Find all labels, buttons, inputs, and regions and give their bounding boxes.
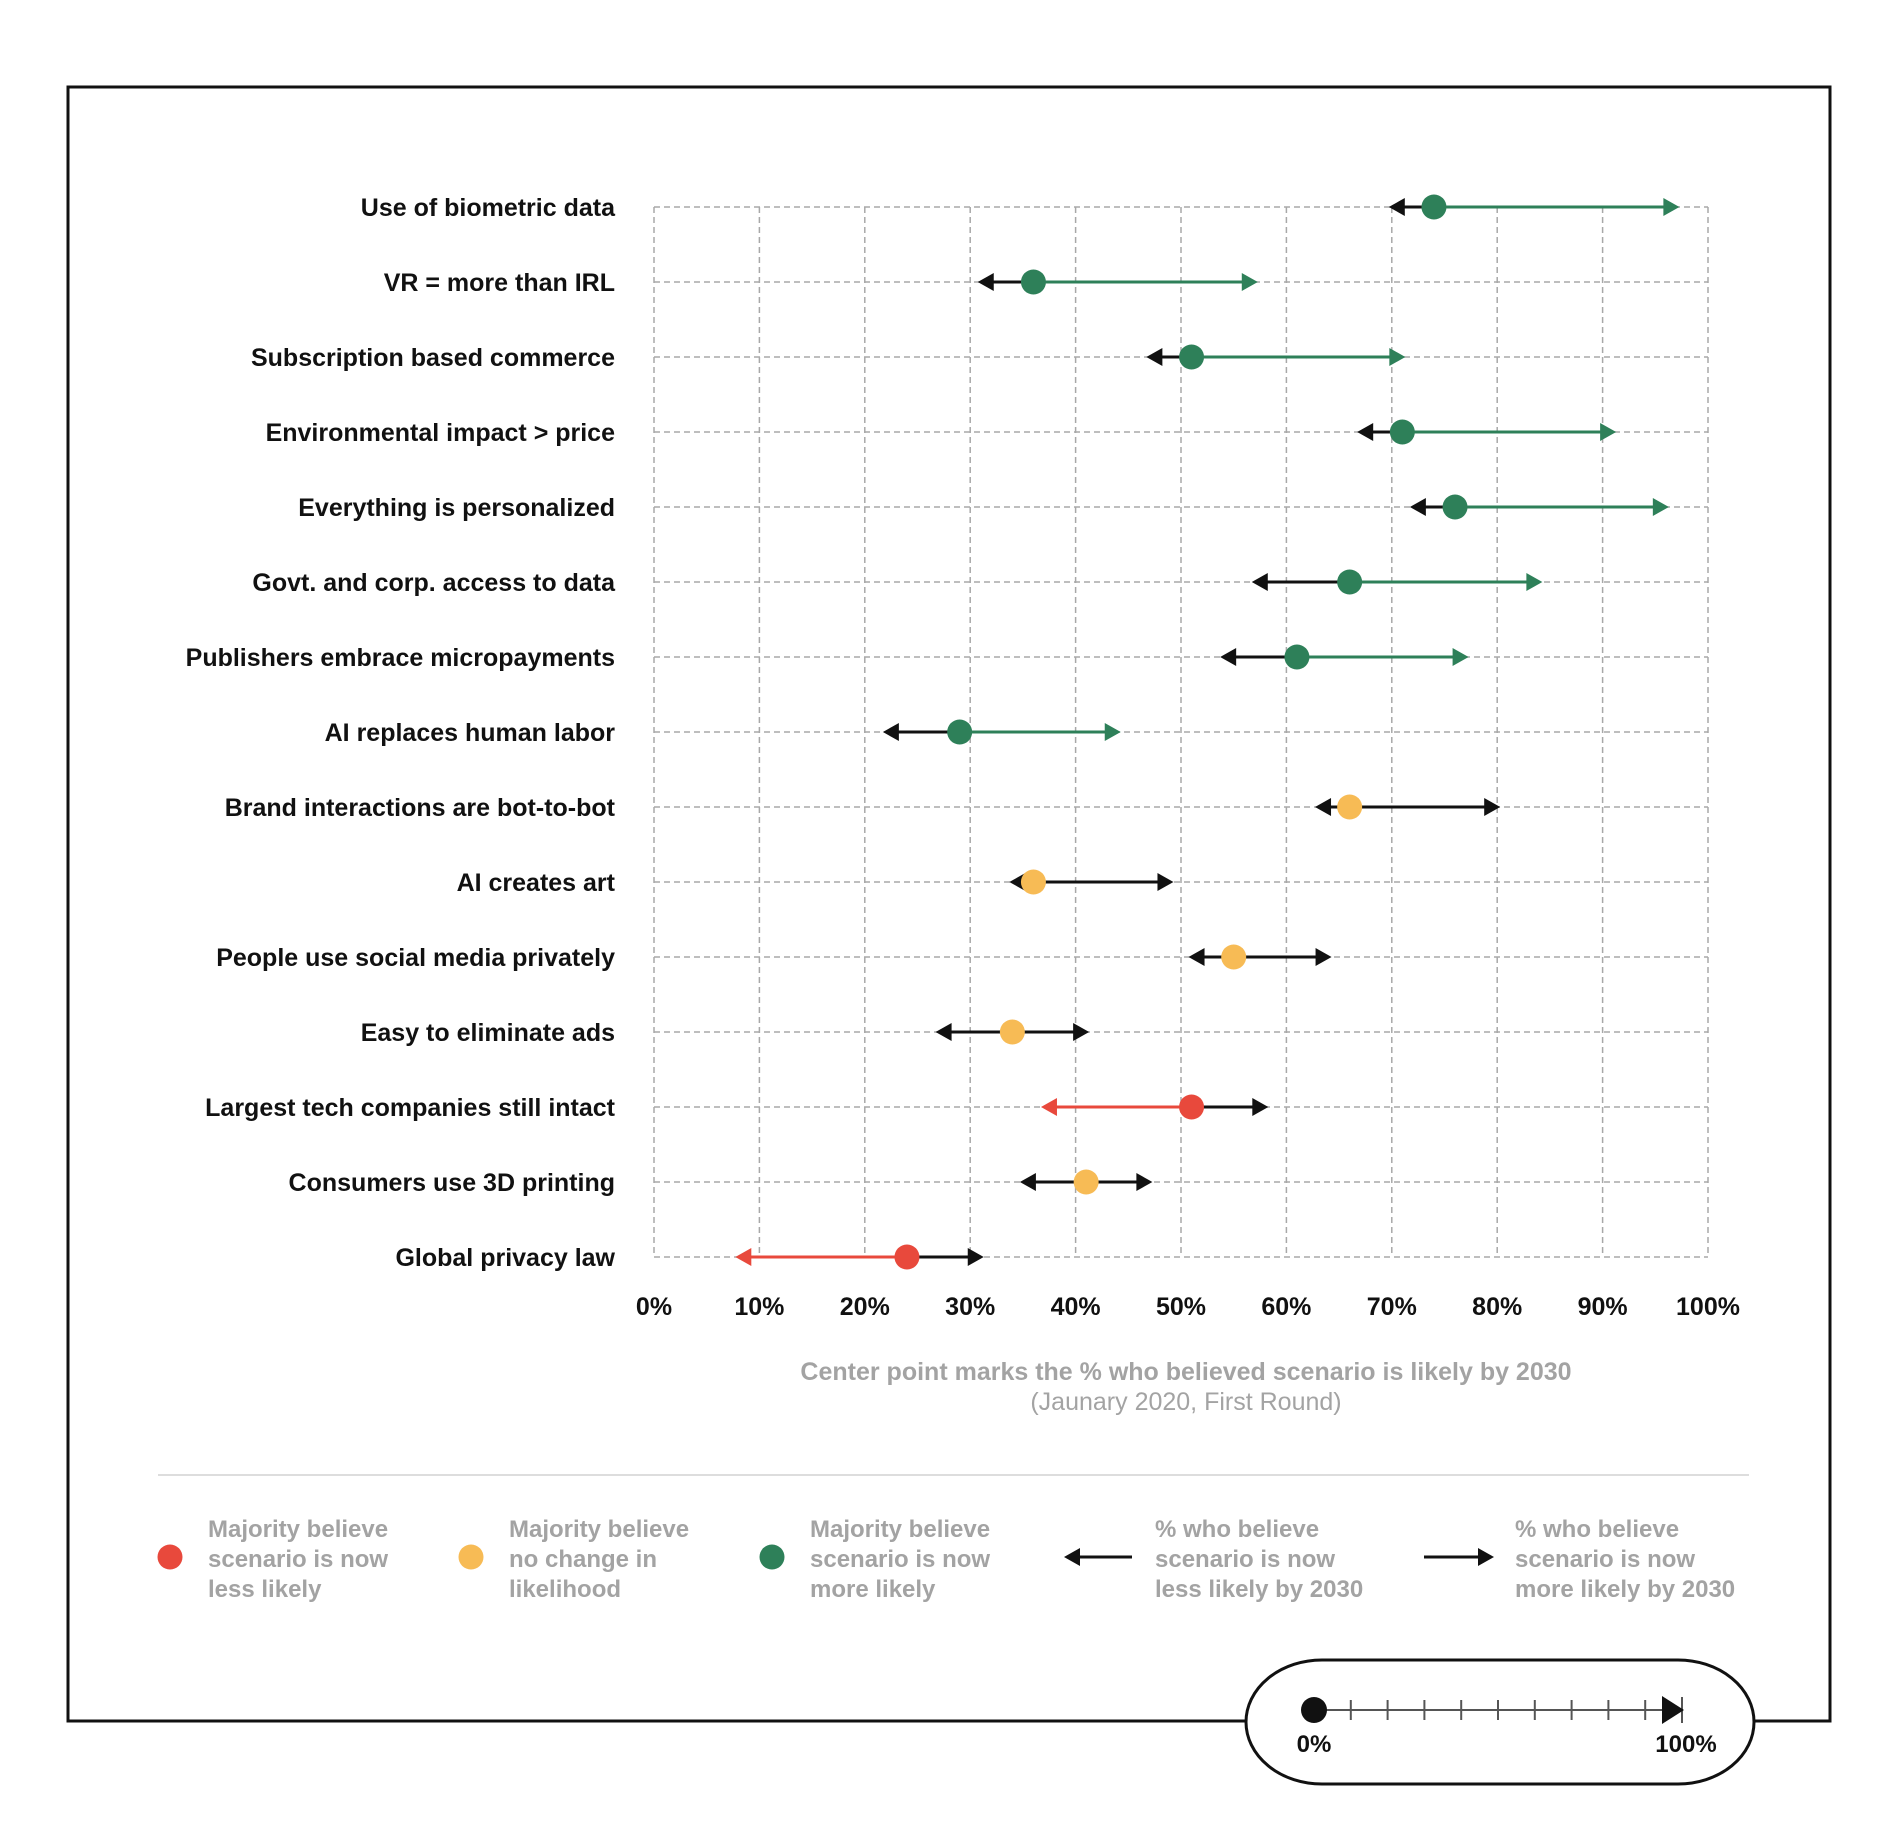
center-point bbox=[1390, 420, 1415, 445]
x-tick-label: 60% bbox=[1261, 1293, 1312, 1321]
row-label: AI creates art bbox=[456, 869, 615, 897]
less-likely-arrowhead bbox=[1146, 348, 1162, 366]
x-tick-label: 50% bbox=[1155, 1293, 1207, 1321]
more-likely-arrowhead bbox=[1663, 198, 1679, 216]
legend-text: less likely by 2030 bbox=[1155, 1576, 1364, 1603]
row-labels bbox=[186, 194, 616, 1272]
row-label: Consumers use 3D printing bbox=[288, 1169, 615, 1197]
row-label: Govt. and corp. access to data bbox=[252, 569, 615, 597]
less-likely-arrowhead bbox=[1315, 798, 1331, 816]
legend-text: Majority believe bbox=[810, 1516, 991, 1543]
row-label: People use social media privately bbox=[216, 944, 615, 972]
legend-text: less likely bbox=[208, 1576, 322, 1603]
legend-text: scenario is now bbox=[1515, 1546, 1696, 1573]
row-label: Use of biometric data bbox=[360, 194, 615, 222]
legend-text: scenario is now bbox=[810, 1546, 991, 1573]
less-likely-arrowhead bbox=[1020, 1173, 1036, 1191]
scale-key-pill bbox=[1246, 1660, 1754, 1784]
chart-grid bbox=[654, 207, 1708, 1257]
legend-text: Majority believe bbox=[208, 1516, 389, 1543]
center-point bbox=[1000, 1020, 1025, 1045]
less-likely-arrowhead bbox=[1410, 498, 1426, 516]
less-likely-arrowhead bbox=[1041, 1098, 1057, 1116]
more-likely-arrowhead bbox=[1252, 1098, 1268, 1116]
legend-arrow-left-head bbox=[1064, 1548, 1080, 1566]
legend-text: scenario is now bbox=[208, 1546, 389, 1573]
legend-text: no change in bbox=[509, 1546, 658, 1573]
center-point bbox=[1443, 495, 1468, 520]
legend-dot bbox=[459, 1545, 484, 1570]
row-label: Easy to eliminate ads bbox=[360, 1019, 615, 1047]
more-likely-arrowhead bbox=[1653, 498, 1669, 516]
more-likely-arrowhead bbox=[1389, 348, 1405, 366]
x-tick-label: 90% bbox=[1577, 1293, 1628, 1321]
x-tick-label: 100% bbox=[1676, 1293, 1740, 1321]
scale-key-end-label: 100% bbox=[1655, 1731, 1717, 1758]
row-label: Largest tech companies still intact bbox=[205, 1094, 615, 1122]
center-point bbox=[1179, 1095, 1204, 1120]
legend-text: more likely by 2030 bbox=[1515, 1576, 1736, 1603]
row-label: Publishers embrace micropayments bbox=[185, 644, 615, 672]
scale-key-start-dot bbox=[1301, 1697, 1327, 1723]
center-point bbox=[1074, 1170, 1099, 1195]
more-likely-arrowhead bbox=[1136, 1173, 1152, 1191]
center-point bbox=[1421, 195, 1446, 220]
more-likely-arrowhead bbox=[1157, 873, 1173, 891]
less-likely-arrowhead bbox=[936, 1023, 952, 1041]
more-likely-arrowhead bbox=[1453, 648, 1469, 666]
center-point bbox=[1284, 645, 1309, 670]
legend-text: scenario is now bbox=[1155, 1546, 1336, 1573]
x-axis-ticks bbox=[636, 1293, 1740, 1321]
legend-text: Majority believe bbox=[509, 1516, 690, 1543]
legend-dot bbox=[760, 1545, 785, 1570]
less-likely-arrowhead bbox=[1252, 573, 1268, 591]
x-tick-label: 10% bbox=[734, 1293, 785, 1321]
center-point bbox=[947, 720, 972, 745]
center-point bbox=[1337, 795, 1362, 820]
x-tick-label: 20% bbox=[839, 1293, 890, 1321]
row-label: Global privacy law bbox=[395, 1244, 615, 1272]
more-likely-arrowhead bbox=[1526, 573, 1542, 591]
center-point bbox=[1021, 270, 1046, 295]
legend-dot bbox=[158, 1545, 183, 1570]
less-likely-arrowhead bbox=[1389, 198, 1405, 216]
x-tick-label: 80% bbox=[1472, 1293, 1523, 1321]
legend bbox=[158, 1516, 1736, 1603]
row-label: Subscription based commerce bbox=[250, 344, 615, 372]
x-tick-label: 40% bbox=[1050, 1293, 1101, 1321]
less-likely-arrowhead bbox=[735, 1248, 751, 1266]
row-label: Environmental impact > price bbox=[265, 419, 615, 447]
row-label: AI replaces human labor bbox=[324, 719, 615, 747]
row-label: Brand interactions are bot-to-bot bbox=[224, 794, 615, 822]
scale-key-start-label: 0% bbox=[1296, 1731, 1332, 1758]
more-likely-arrowhead bbox=[1600, 423, 1616, 441]
more-likely-arrowhead bbox=[968, 1248, 984, 1266]
x-tick-label: 70% bbox=[1366, 1293, 1417, 1321]
scale-key bbox=[1246, 1660, 1754, 1784]
center-point bbox=[1337, 570, 1362, 595]
legend-text: % who believe bbox=[1155, 1516, 1320, 1543]
less-likely-arrowhead bbox=[1357, 423, 1373, 441]
more-likely-arrowhead bbox=[1105, 723, 1121, 741]
row-label: VR = more than IRL bbox=[383, 269, 615, 297]
legend-text: % who believe bbox=[1515, 1516, 1680, 1543]
x-tick-label: 30% bbox=[945, 1293, 996, 1321]
center-point bbox=[1021, 870, 1046, 895]
x-tick-label: 0% bbox=[635, 1293, 673, 1321]
less-likely-arrowhead bbox=[1189, 948, 1205, 966]
legend-arrow-right-head bbox=[1478, 1548, 1494, 1566]
row-label: Everything is personalized bbox=[298, 494, 615, 522]
chart-caption-sub: (Jaunary 2020, First Round) bbox=[1030, 1388, 1342, 1416]
more-likely-arrowhead bbox=[1242, 273, 1258, 291]
legend-text: more likely bbox=[810, 1576, 936, 1603]
more-likely-arrowhead bbox=[1073, 1023, 1089, 1041]
center-point bbox=[894, 1245, 919, 1270]
less-likely-arrowhead bbox=[1220, 648, 1236, 666]
less-likely-arrowhead bbox=[978, 273, 994, 291]
less-likely-arrowhead bbox=[883, 723, 899, 741]
center-point bbox=[1221, 945, 1246, 970]
legend-text: likelihood bbox=[509, 1576, 622, 1603]
chart-caption: Center point marks the % who believed scenario is likely by 2030 bbox=[800, 1358, 1572, 1386]
center-point bbox=[1179, 345, 1204, 370]
more-likely-arrowhead bbox=[1316, 948, 1332, 966]
